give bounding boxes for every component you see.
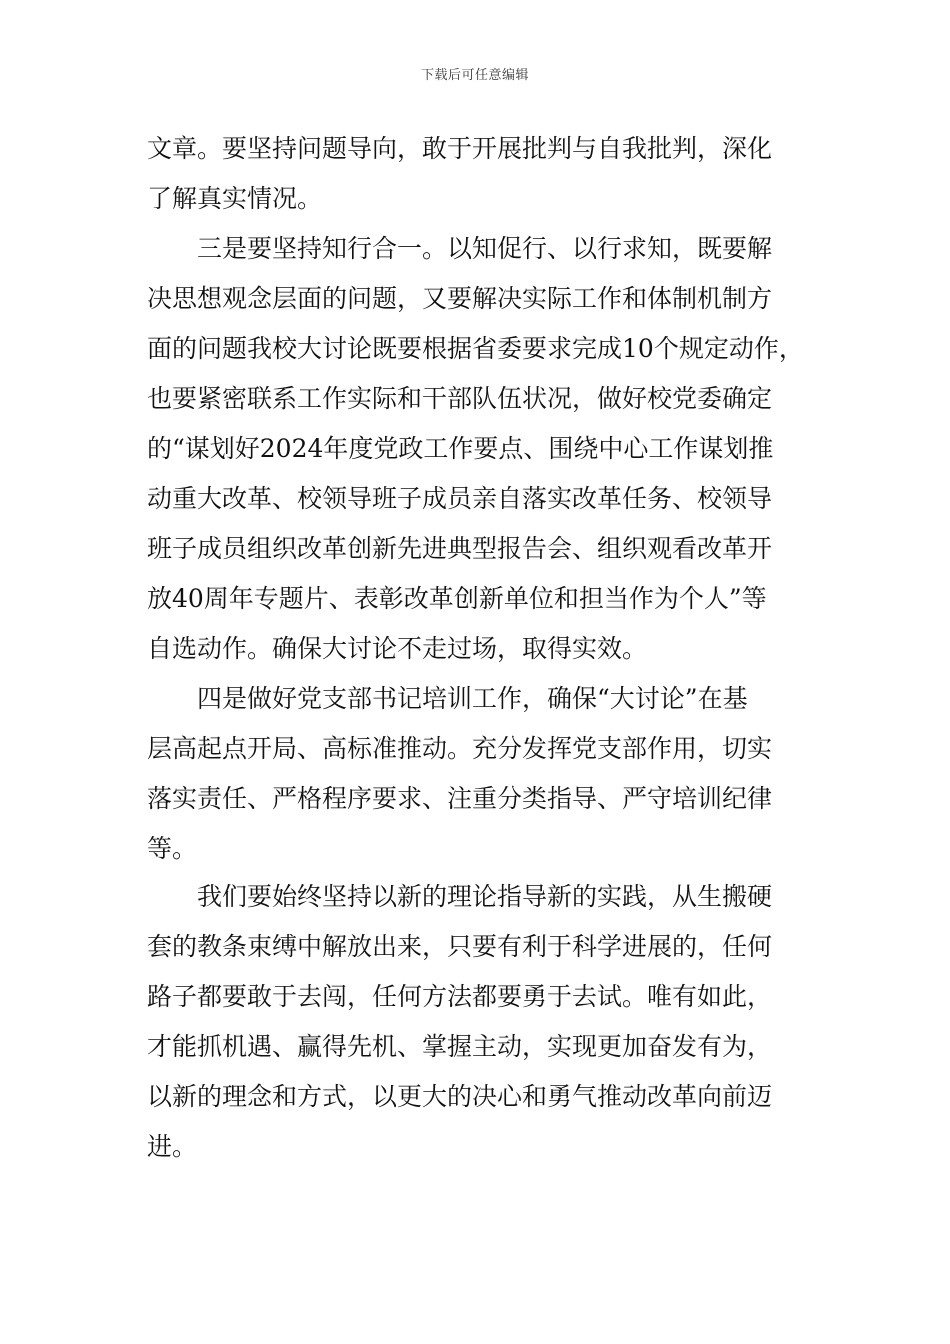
paragraph-1-line-1: 文章。要坚持问题导向，敢于开展批判与自我批判，深化 — [147, 134, 773, 163]
paragraph-4-line-1: 我们要始终坚持以新的理论指导新的实践，从生搬硬 — [197, 882, 773, 911]
paragraph-4-line-5: 以新的理念和方式，以更大的决心和勇气推动改革向前迈 — [147, 1082, 773, 1111]
paragraph-3-line-2: 层高起点开局、高标准推动。充分发挥党支部作用，切实 — [147, 734, 773, 763]
paragraph-2-line-2: 决思想观念层面的问题，又要解决实际工作和体制机制方 — [147, 284, 773, 313]
paragraph-2-line-8: 放40周年专题片、表彰改革创新单位和担当作为个人”等 — [147, 584, 767, 613]
paragraph-2-line-9: 自选动作。确保大讨论不走过场，取得实效。 — [147, 634, 648, 663]
paragraph-3-line-4: 等。 — [147, 834, 198, 863]
paragraph-4-line-2: 套的教条束缚中解放出来，只要有利于科学进展的，任何 — [147, 932, 773, 961]
paragraph-2-line-5: 的“谋划好2024年度党政工作要点、围绕中心工作谋划推 — [147, 434, 774, 463]
paragraph-4-line-4: 才能抓机遇、赢得先机、掌握主动，实现更加奋发有为， — [147, 1032, 773, 1061]
paragraph-2-line-6: 动重大改革、校领导班子成员亲自落实改革任务、校领导 — [147, 484, 773, 513]
paragraph-2-line-4: 也要紧密联系工作实际和干部队伍状况，做好校党委确定 — [147, 384, 773, 413]
paragraph-1-line-2: 了解真实情况。 — [147, 184, 323, 213]
paragraph-2-line-7: 班子成员组织改革创新先进典型报告会、组织观看改革开 — [147, 534, 773, 563]
paragraph-4-line-6: 进。 — [147, 1132, 198, 1161]
paragraph-2-line-3: 面的问题我校大讨论既要根据省委要求完成10个规定动作， — [147, 334, 804, 363]
page-header: 下载后可任意编辑 — [420, 68, 529, 83]
paragraph-2-line-1: 三是要坚持知行合一。以知促行、以行求知，既要解 — [197, 234, 773, 263]
paragraph-4-line-3: 路子都要敢于去闯，任何方法都要勇于去试。唯有如此， — [147, 982, 773, 1011]
paragraph-3-line-3: 落实责任、严格程序要求、注重分类指导、严守培训纪律 — [147, 784, 773, 813]
paragraph-3-line-1: 四是做好党支部书记培训工作，确保“大讨论”在基 — [197, 684, 748, 713]
